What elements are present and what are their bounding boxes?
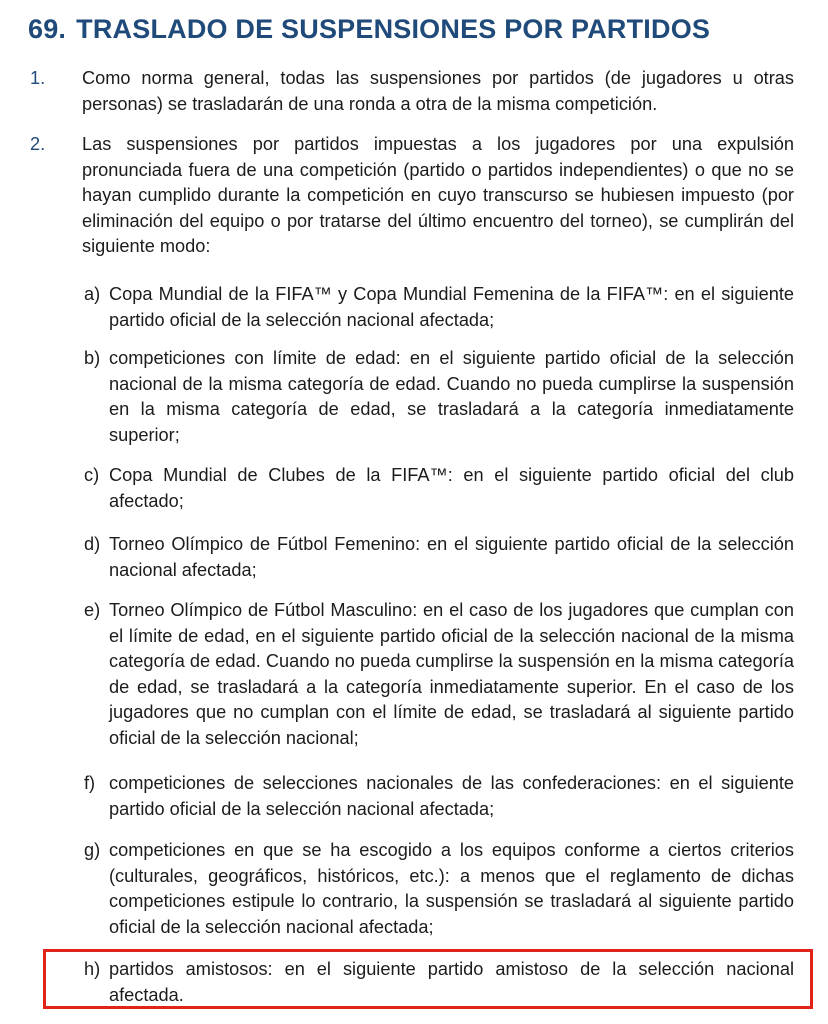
item-number: 2.	[30, 134, 46, 154]
item-text: Como norma general, todas las suspensiones por partidos (de jugadores u otras personas) se trasladarán de una ronda a otra de la misma competición.	[82, 68, 794, 114]
sub-item-letter: b)	[84, 348, 101, 368]
sub-item-letter: a)	[84, 284, 101, 304]
item-text: Las suspensiones por partidos impuestas a los jugadores por una expulsión pronunciada fuera de una competición (partido o partidos independientes) o que no se hayan cumplido durante la competición en cuyo transcurso se hubiesen impuesto (por eliminación del equipo o por tratarse del último encuentro del torneo), se cumplirán del siguiente modo:	[82, 134, 794, 256]
section-number: 69.	[28, 14, 67, 44]
sub-item-text: Copa Mundial de Clubes de la FIFA™: en el siguiente partido oficial del club afectado;	[109, 465, 794, 511]
section-title: TRASLADO DE SUSPENSIONES POR PARTIDOS	[76, 14, 711, 44]
sub-item-text: Torneo Olímpico de Fútbol Femenino: en el siguiente partido oficial de la selección nacional afectada;	[109, 534, 794, 580]
sub-item-letter: d)	[84, 534, 101, 554]
sub-item-text: partidos amistosos: en el siguiente partido amistoso de la selección nacional afectada.	[109, 959, 794, 1005]
sub-item-text: Copa Mundial de la FIFA™ y Copa Mundial Femenina de la FIFA™: en el siguiente partido oficial de la selección nacional afectada;	[109, 284, 794, 330]
item-number: 1.	[30, 68, 46, 88]
sub-item-letter: g)	[84, 840, 101, 860]
sub-item-text: competiciones con límite de edad: en el siguiente partido oficial de la selección nacional de la misma categoría de edad. Cuando no pueda cumplirse la suspensión en la misma categoría de edad, se trasladará a la categoría inmediatamente superior;	[109, 348, 794, 445]
sub-item-text: competiciones de selecciones nacionales de las confederaciones: en el siguiente partido oficial de la selección nacional afectada;	[109, 773, 794, 819]
sub-item-letter: c)	[84, 465, 100, 485]
sub-item-text: competiciones en que se ha escogido a los equipos conforme a ciertos criterios (culturales, geográficos, históricos, etc.): a menos que el reglamento de dichas competiciones estipule lo contrario, la suspensión se trasladará al siguiente partido oficial de la selección nacional afectada;	[109, 840, 794, 937]
sub-item-letter: h)	[84, 959, 101, 979]
sub-item-letter: f)	[84, 773, 96, 793]
sub-item-text: Torneo Olímpico de Fútbol Masculino: en el caso de los jugadores que cumplan con el límite de edad, en el siguiente partido oficial de la selección nacional de la misma categoría de edad. Cuando no pueda cumplirse la suspensión en la misma categoría de edad, se trasladará a la categoría inmediatamente superior. En el caso de los jugadores que no cumplan con el límite de edad, se trasladará al siguiente partido oficial de la selección nacional;	[109, 600, 794, 748]
section-heading	[28, 14, 710, 45]
sub-item-letter: e)	[84, 600, 101, 620]
